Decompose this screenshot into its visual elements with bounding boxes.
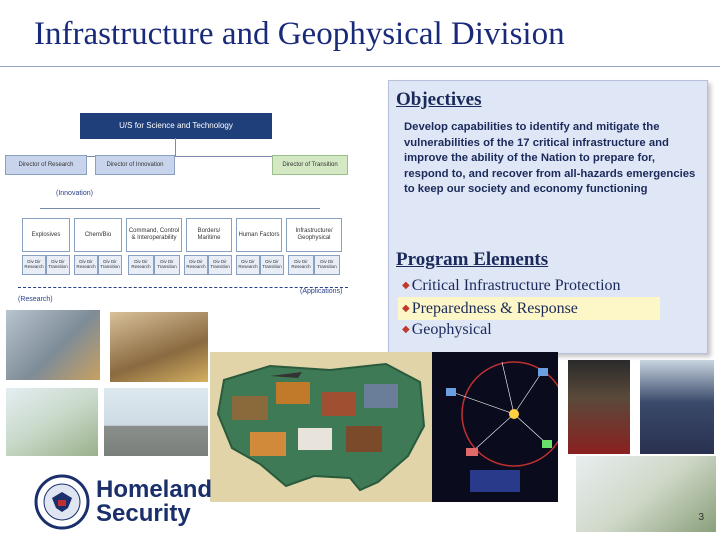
photo-responders [110,312,208,382]
homeland-security-wordmark [96,478,212,526]
org-director-innovation: Director of Innovation [95,155,175,175]
org-division: Chem/Bio [74,218,122,252]
org-connector [175,138,176,156]
infrastructure-map [210,352,432,502]
org-director-transition: Director of Transition [272,155,348,175]
org-chart [0,100,360,310]
photo-firefighter [568,360,630,454]
bullet-diamond-icon: ◆ [402,280,410,291]
org-sub-box: Div Dir Transition [98,255,122,275]
org-top-box: U/S for Science and Technology [80,113,272,139]
program-element-label: Preparedness & Response [411,300,578,317]
program-element-item [402,300,578,318]
org-division: Infrastructure/ Geophysical [286,218,342,252]
bullet-diamond-icon: ◆ [402,324,410,335]
org-sub-box: Div Dir Research [184,255,208,275]
us-map-icon [210,352,432,502]
logo-line1: Homeland [96,476,213,503]
logo-line2: Security [96,500,191,527]
org-division: Command, Control & Interoperability [126,218,182,252]
org-dashed-line [18,287,348,289]
network-diagram [432,352,558,502]
program-elements-heading: Program Elements [396,249,549,270]
photo-hazmat [6,388,98,456]
org-sub-box: Div Dir Transition [260,255,284,275]
org-sub-box: Div Dir Transition [46,255,70,275]
program-element-label: Critical Infrastructure Protection [411,277,621,294]
bullet-diamond-icon: ◆ [402,303,410,314]
title-divider [0,66,720,67]
org-division: Human Factors [236,218,282,252]
org-sub-box: Div Dir Research [288,255,314,275]
slide-title: Infrastructure and Geophysical Division [34,16,565,52]
org-sub-box: Div Dir Transition [314,255,340,275]
photo-firefighters [6,310,100,380]
org-division: Explosives [22,218,70,252]
org-applications-tag: (Applications) [300,288,343,295]
network-graphic-icon [432,352,558,502]
program-element-item [402,277,621,295]
org-sub-box: Div Dir Research [74,255,98,275]
program-element-item [402,321,492,339]
org-sub-box: Div Dir Transition [154,255,180,275]
program-element-label: Geophysical [411,321,492,338]
org-division: Borders/ Maritime [186,218,232,252]
photo-helicopters [104,388,208,456]
org-connector [40,208,320,209]
dhs-seal-icon [34,474,90,530]
objectives-text: Develop capabilities to identify and mitigate the vulnerabilities of the 17 critical infrastructure and improve the ability of the Nation to prepare for, respond to, and recover from all-hazards emergencies to keep our society and economy functioning [404,121,696,196]
org-sub-box: Div Dir Research [22,255,46,275]
org-sub-box: Div Dir Research [236,255,260,275]
photo-police-officer [640,360,714,454]
photo-decontamination [576,456,716,532]
org-innovation-tag: (Innovation) [56,190,93,197]
org-sub-box: Div Dir Research [128,255,154,275]
org-research-tag: (Research) [18,296,53,303]
org-sub-box: Div Dir Transition [208,255,232,275]
objectives-heading: Objectives [396,89,482,110]
org-director-research: Director of Research [5,155,87,175]
dhs-seal [34,474,90,535]
page-number: 3 [698,512,704,523]
